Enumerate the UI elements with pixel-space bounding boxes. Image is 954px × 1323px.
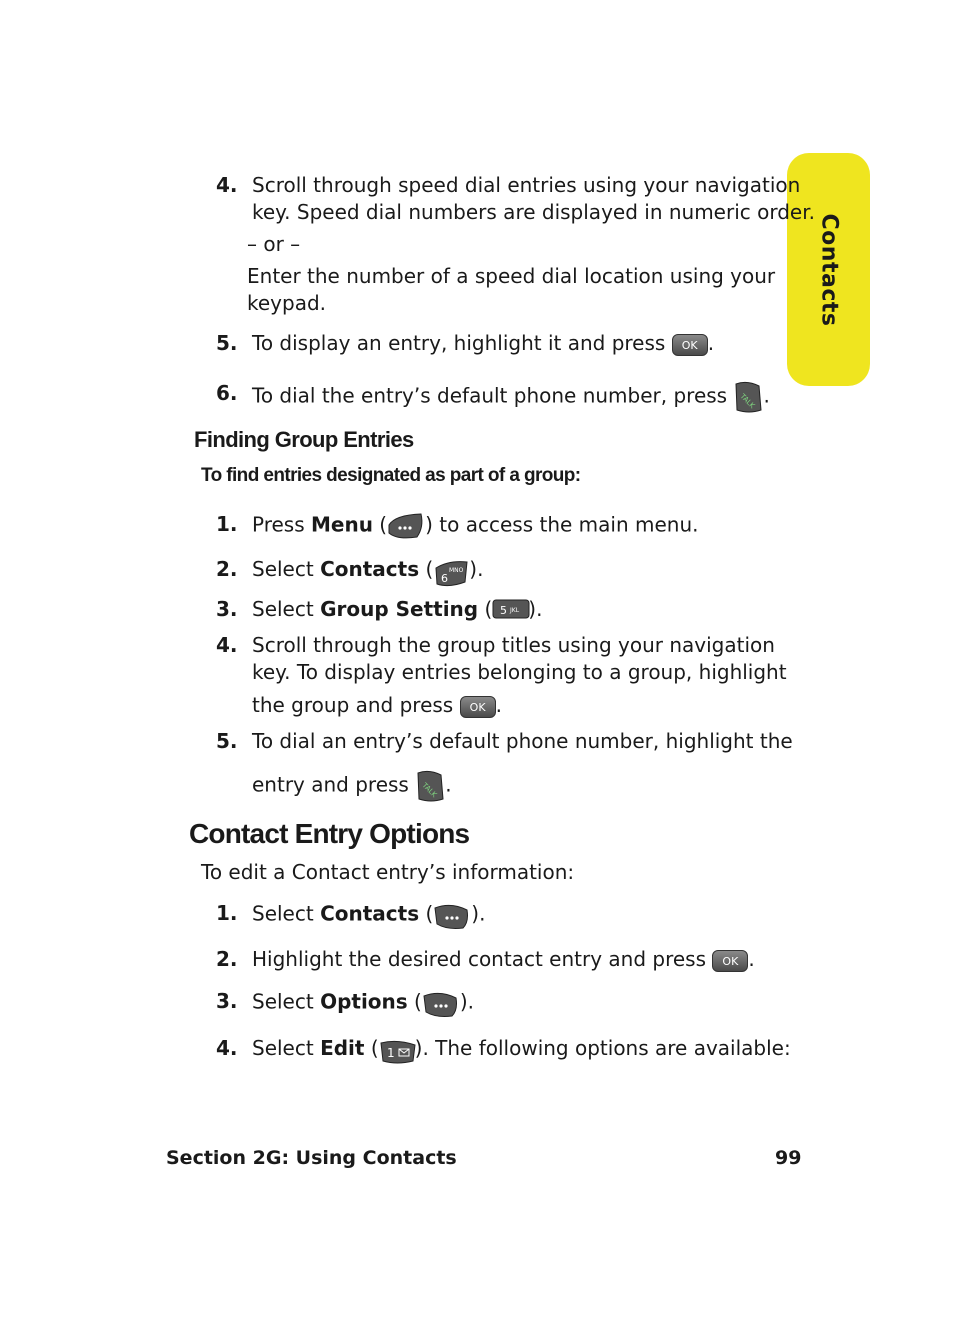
step-number: 4. — [216, 1036, 238, 1060]
procedure-intro: To edit a Contact entry’s information: — [201, 860, 575, 884]
step-text: key. To display entries belonging to a group, highlight — [252, 660, 787, 684]
group-setting-label: Group Setting — [320, 597, 479, 621]
one-key-icon — [379, 1037, 415, 1063]
talk-key-label: TALK — [738, 392, 757, 411]
step-text: the group and press — [252, 693, 454, 717]
step-line — [252, 596, 542, 624]
five-key-icon — [492, 598, 528, 624]
page-number: 99 — [775, 1147, 802, 1169]
paren-open: ( — [478, 597, 493, 621]
step-text: Scroll through speed dial entries using your navigation — [252, 173, 801, 197]
step-text-end: ). — [471, 901, 486, 926]
step-line — [252, 946, 755, 973]
step-text: Scroll through the group titles using your navigation — [252, 633, 775, 657]
step-line — [252, 380, 770, 414]
step-number: 6. — [216, 381, 238, 405]
step-line — [252, 988, 474, 1018]
step-number: 2. — [216, 947, 238, 971]
step-text: To dial an entry’s default phone number, highlight the — [252, 729, 793, 753]
contacts-label: Contacts — [320, 901, 420, 926]
step-text: Enter the number of a speed dial location using your — [247, 264, 776, 288]
paren-open: ( — [372, 512, 388, 537]
step-number: 3. — [216, 989, 238, 1013]
svg-text:6: 6 — [441, 571, 449, 585]
contacts-label: Contacts — [320, 557, 420, 581]
step-number: 5. — [216, 331, 238, 355]
step-number: 2. — [216, 557, 238, 581]
ok-key-icon: OK — [672, 334, 708, 356]
step-end: . — [707, 331, 715, 355]
step-text: entry and press — [252, 772, 409, 797]
step-text-end: ) to access the main menu. — [425, 512, 699, 537]
step-text-end: ). — [459, 989, 475, 1014]
step-text: Select — [252, 901, 321, 926]
ok-key-icon: OK — [460, 696, 496, 718]
step-text: Press — [252, 512, 311, 537]
step-number: 1. — [216, 901, 238, 925]
step-text: Highlight the desired contact entry and press — [252, 947, 706, 971]
menu-key-icon — [387, 511, 425, 541]
step-number: 3. — [216, 597, 238, 621]
step-line — [252, 1035, 791, 1063]
step-text: Select — [252, 597, 321, 621]
talk-key-icon — [733, 380, 763, 414]
svg-text:5: 5 — [500, 603, 508, 617]
step-number: 5. — [216, 729, 238, 753]
or-separator: – or – — [247, 232, 301, 256]
step-text: key. Speed dial numbers are displayed in numeric order. — [252, 200, 815, 224]
step-end: . — [495, 693, 502, 717]
ok-key-icon: OK — [712, 950, 748, 972]
step-line — [252, 556, 483, 584]
menu-label: Menu — [311, 512, 373, 537]
paren-open: ( — [407, 989, 422, 1014]
step-number: 1. — [216, 512, 238, 536]
talk-key-label: TALK — [420, 781, 439, 800]
paren-open: ( — [419, 557, 434, 581]
step-text: Select — [252, 989, 321, 1014]
step-end: . — [445, 772, 452, 797]
procedure-intro: To find entries designated as part of a group: — [201, 465, 581, 486]
step-text-end: ). — [528, 597, 543, 621]
step-end: . — [748, 947, 755, 971]
options-label: Options — [320, 989, 408, 1014]
step-text: To display an entry, highlight it and press — [252, 331, 666, 355]
section-heading: Contact Entry Options — [189, 818, 470, 849]
section-heading: Finding Group Entries — [194, 427, 414, 452]
step-line — [252, 330, 714, 357]
talk-key-icon — [415, 769, 445, 803]
step-number: 4. — [216, 633, 238, 657]
step-end: . — [763, 383, 770, 408]
step-text-end: ). — [469, 557, 484, 581]
step-text: Select — [252, 557, 321, 581]
paren-open: ( — [364, 1036, 379, 1060]
step-text: keypad. — [247, 291, 327, 315]
step-line — [252, 511, 698, 541]
step-line — [252, 769, 452, 803]
footer-section-title: Section 2G: Using Contacts — [166, 1147, 457, 1169]
step-number: 4. — [216, 173, 238, 197]
step-line — [252, 692, 502, 719]
edit-label: Edit — [320, 1036, 365, 1060]
softkey-icon — [422, 988, 460, 1018]
svg-text:MNO: MNO — [449, 566, 464, 574]
step-text-end: ). The following options are available: — [414, 1036, 791, 1060]
six-key-icon — [433, 558, 469, 584]
softkey-icon — [433, 900, 471, 930]
step-text: Select — [252, 1036, 321, 1060]
svg-text:1: 1 — [386, 1045, 395, 1060]
paren-open: ( — [419, 901, 434, 926]
step-line — [252, 900, 485, 930]
side-tab-label: Contacts — [816, 213, 841, 326]
step-text: To dial the entry’s default phone number, press — [252, 383, 728, 408]
svg-text:JKL: JKL — [510, 606, 520, 614]
